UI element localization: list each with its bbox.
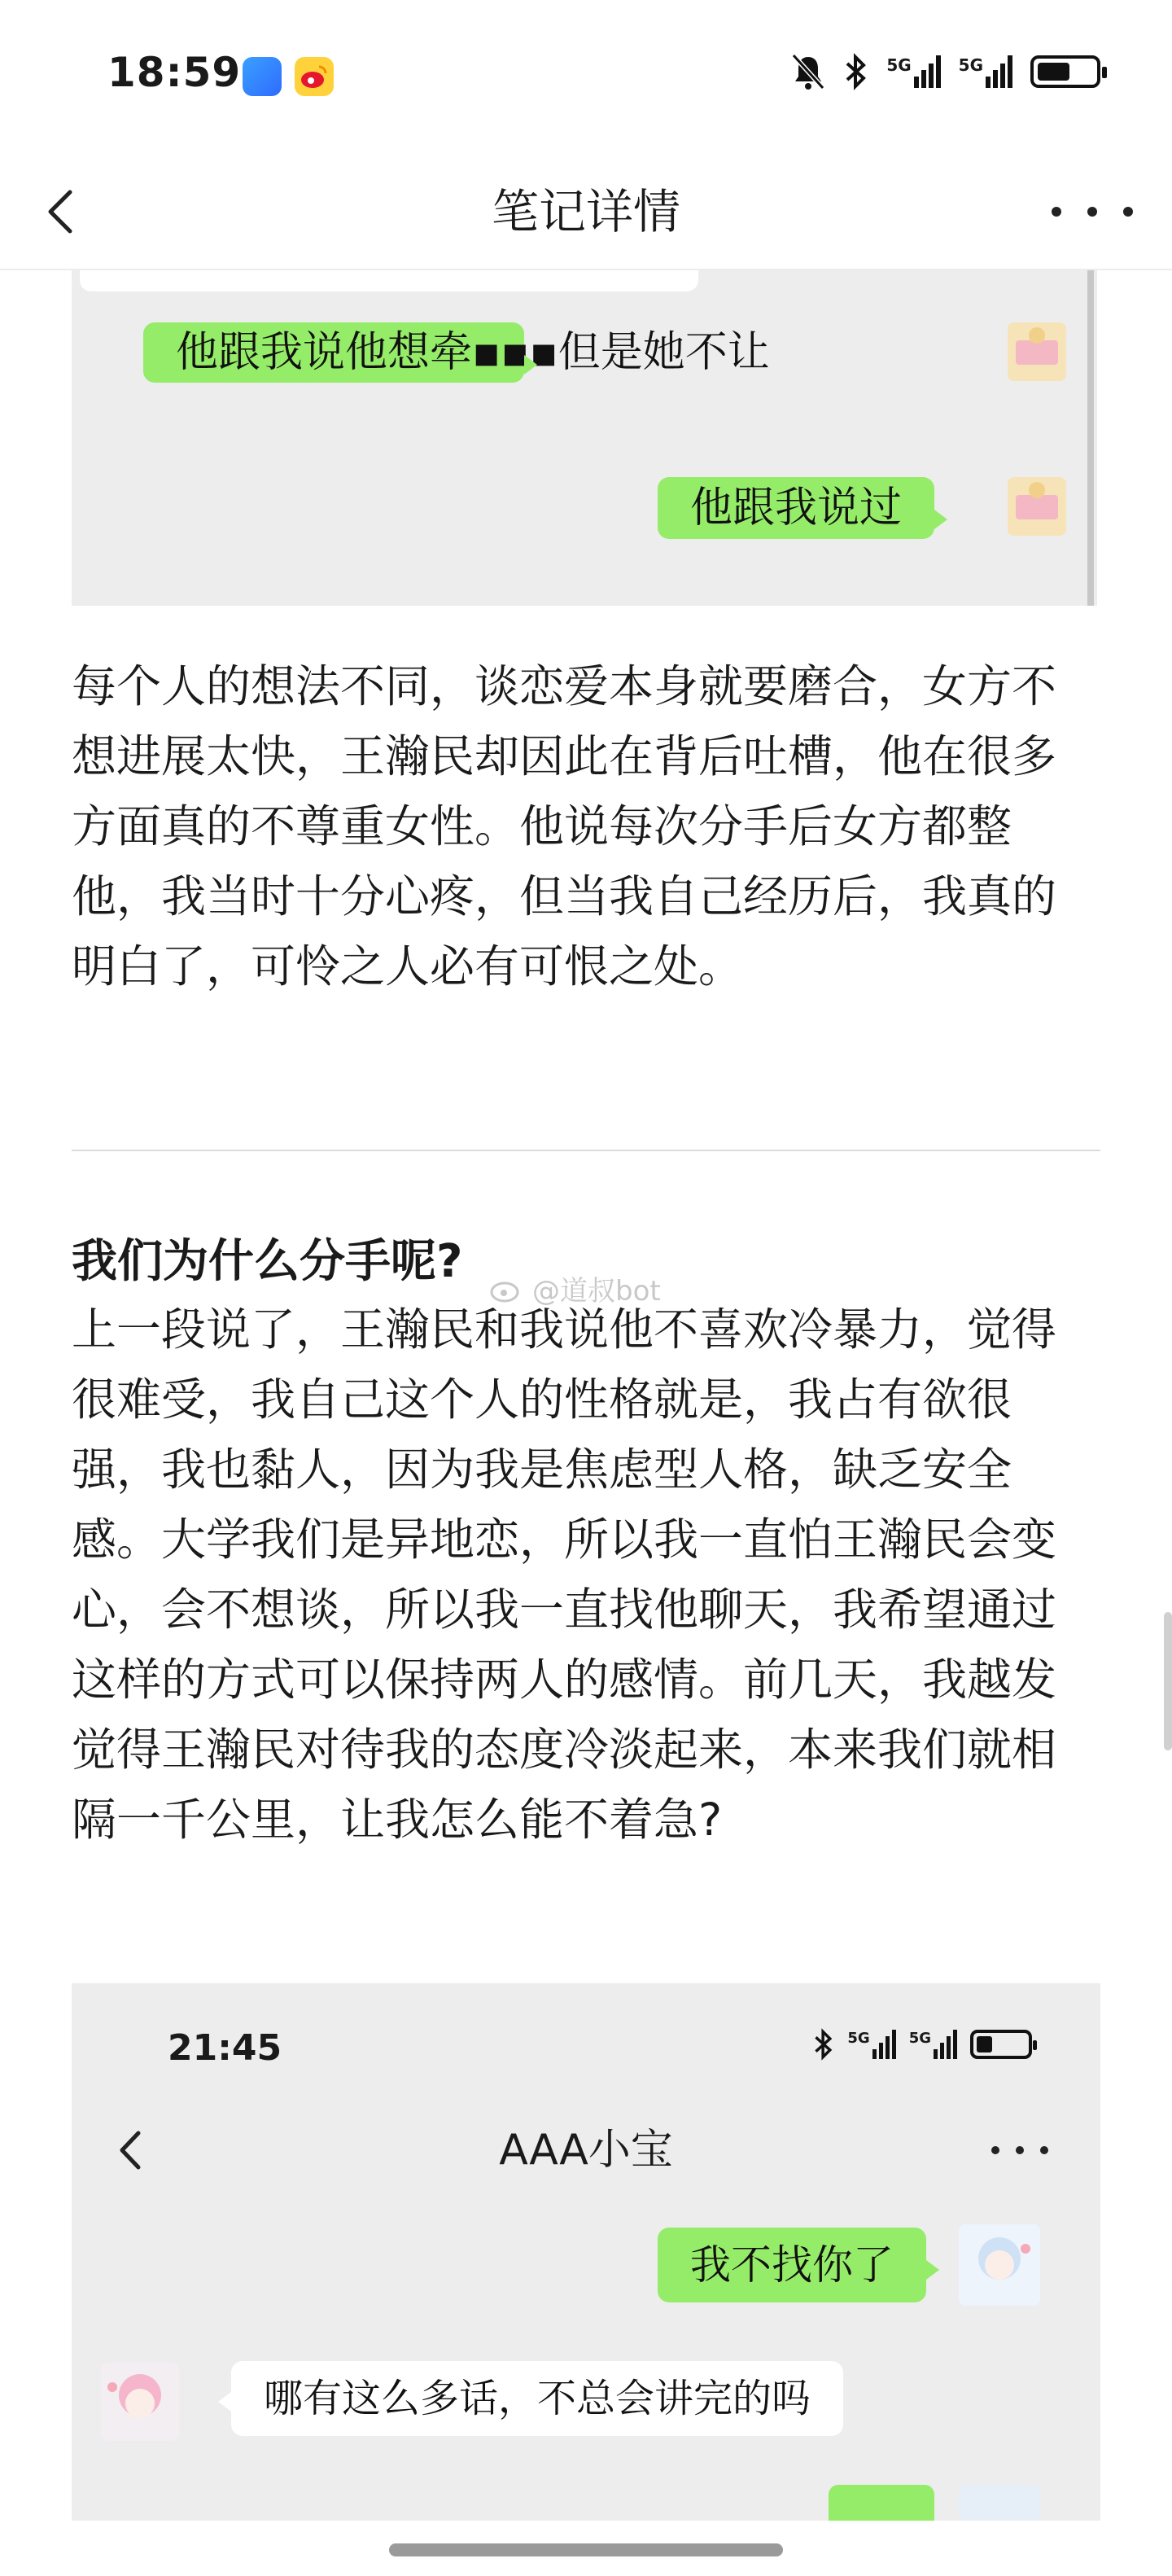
signal-5g-icon: 5G [959,55,1012,88]
page-title: 笔记详情 [491,184,680,239]
weibo-notification-icon [295,57,334,96]
status-time: 18:59 [107,49,242,96]
chat-screenshot-1 [72,270,1097,606]
bluetooth-icon [813,2027,834,2061]
embedded-chat-title: AAA小宝 [499,2126,673,2175]
avatar [101,2363,179,2441]
chat-bubble-right: 他跟我说他想牵▪▪▪但是她不让 [143,322,524,383]
embedded-more-icon [991,2122,1048,2179]
article-paragraph: 每个人的想法不同，谈恋爱本身就要磨合，女方不想进展太快，王瀚民却因此在背后吐槽，他在很多方面真的不尊重女性。他说每次分手后女方都整他，我当时十分心疼，但当我自己经历后，我真的明白了，可怜之人必有可恨之处。 [72,660,1057,992]
battery-icon [1030,55,1100,88]
scrollbar[interactable] [1164,1612,1172,1750]
divider [72,1150,1100,1151]
avatar [959,2224,1040,2306]
status-icons [790,52,1100,91]
chat-bubble-left: 哪有这么多话，不总会讲完的吗 [231,2361,843,2436]
signal-5g-icon: 5G [847,2030,895,2059]
embedded-status-icons [813,2027,1032,2061]
chat-bubble-right: 他跟我说过 [658,477,934,539]
cropped-message-bubble [80,270,698,291]
signal-5g-icon: 5G [886,55,940,88]
avatar [1008,322,1066,381]
section-heading: 我们为什么分手呢? [72,1235,463,1288]
more-button[interactable] [1052,179,1133,244]
battery-icon [970,2030,1032,2059]
cropped-message-bubble [829,2485,934,2521]
avatar [959,2485,1040,2521]
signal-5g-icon: 5G [909,2030,957,2059]
mute-bell-icon [790,52,826,91]
nav-bar [0,155,1172,270]
status-bar [0,0,1172,155]
scrollbar [1087,270,1094,606]
avatar [1008,477,1066,536]
bluetooth-icon [844,52,868,91]
home-indicator[interactable] [389,2543,783,2556]
app-notification-icon [243,57,282,96]
embedded-status-time: 21:45 [168,2027,282,2069]
chat-screenshot-2 [72,1983,1100,2521]
article-paragraph: 上一段说了，王瀚民和我说他不喜欢冷暴力，觉得很难受，我自己这个人的性格就是，我占有欲很强，我也黏人，因为我是焦虑型人格，缺乏安全感。大学我们是异地恋，所以我一直怕王瀚民会变心，会不想谈，所以我一直找他聊天，我希望通过这样的方式可以保持两人的感情。前几天，我越发觉得王瀚民对待我的态度冷淡起来，本来我们就相隔一千公里，让我怎么能不着急? [72,1303,1057,1846]
watermark: @道叔bot [488,1268,661,1308]
chat-bubble-right: 我不找你了 [658,2228,926,2302]
